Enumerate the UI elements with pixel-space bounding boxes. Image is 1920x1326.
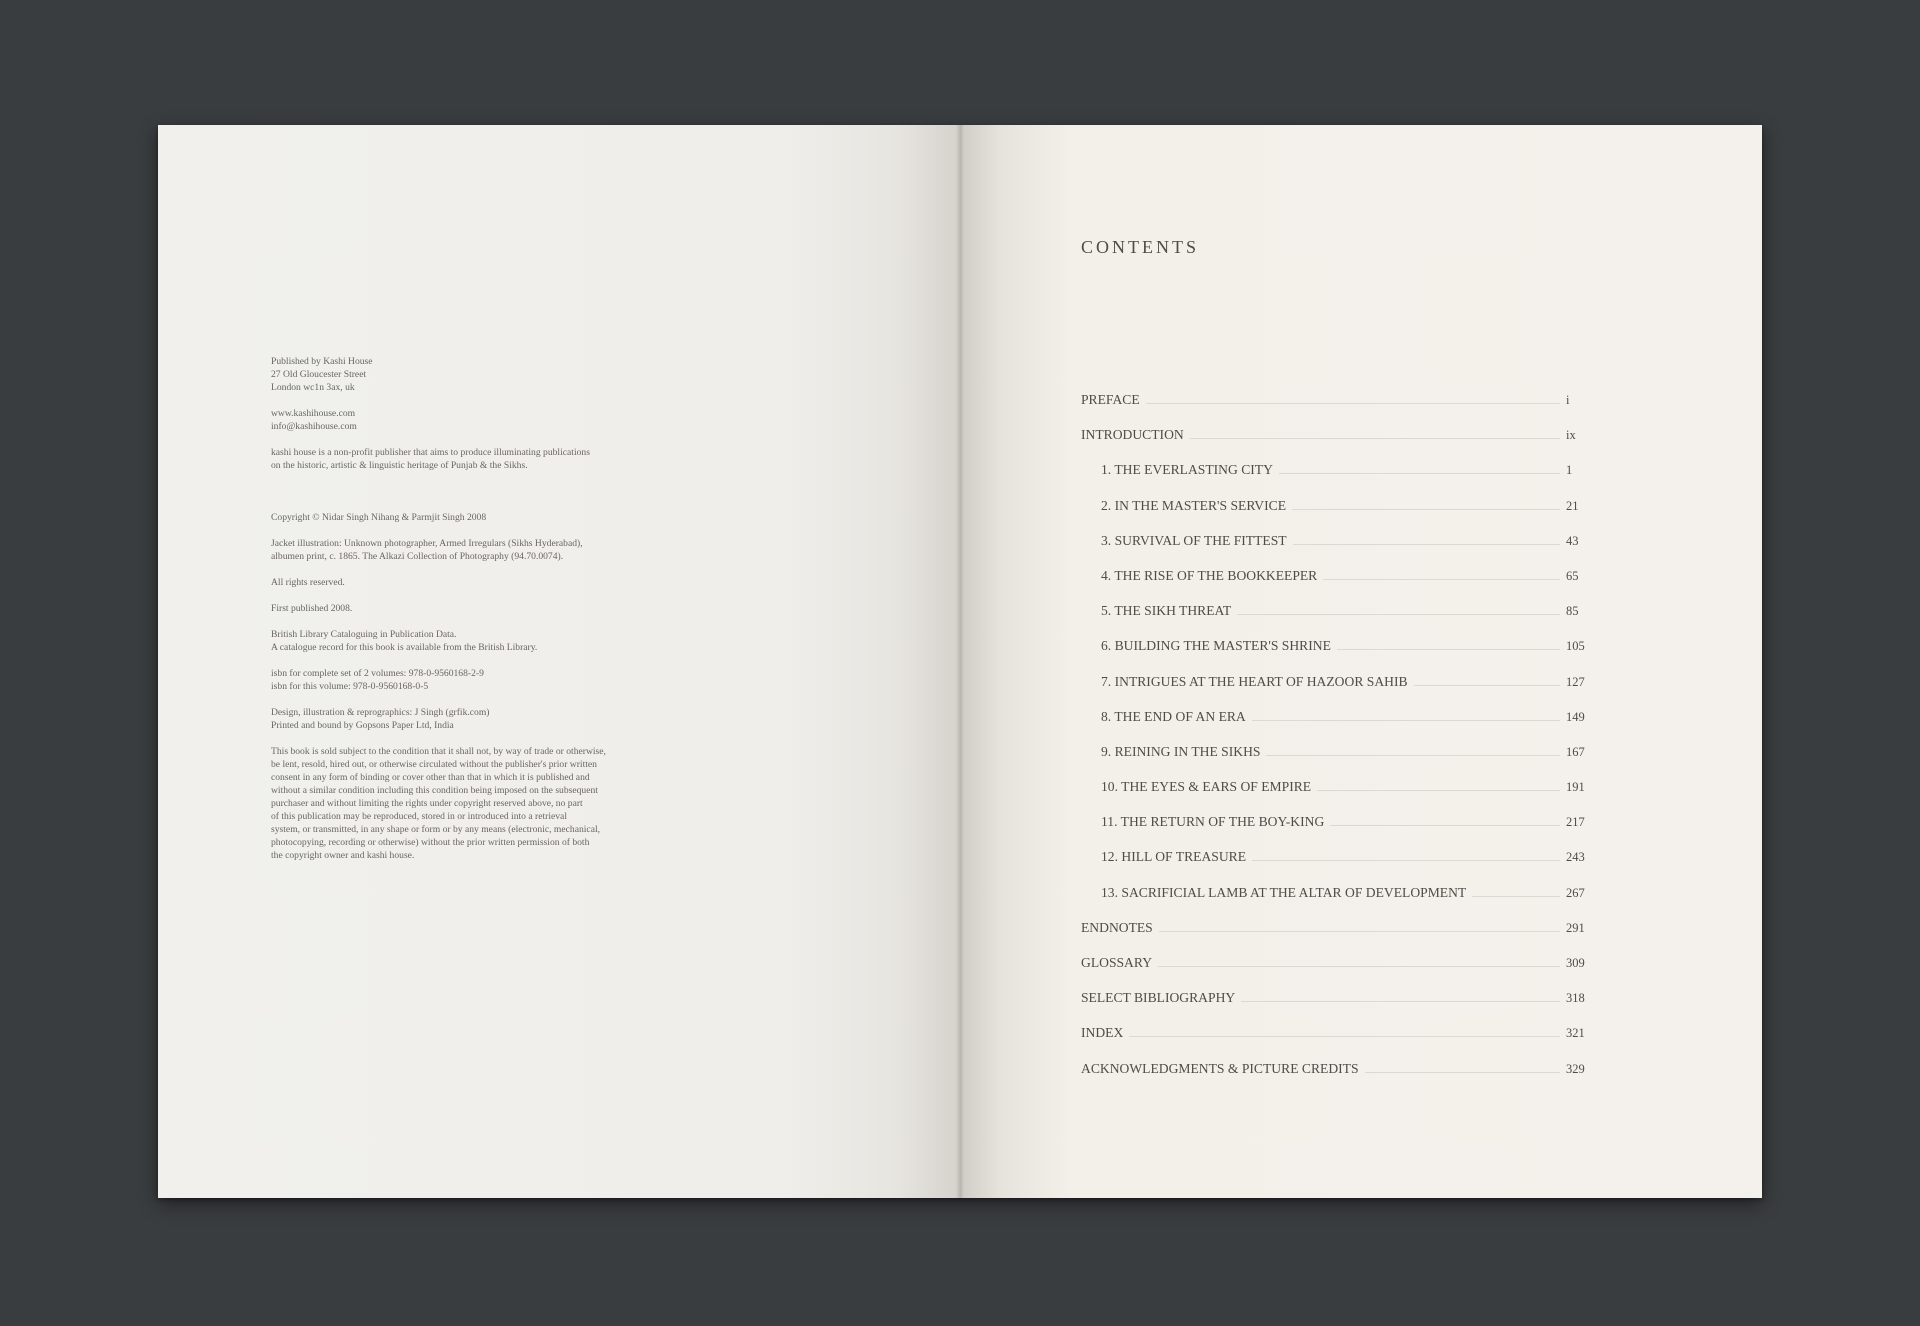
toc-leader-line <box>1317 790 1560 791</box>
toc-entry <box>1081 568 1586 603</box>
publisher-web <box>271 407 651 433</box>
website-text: www.kashihouse.com <box>271 408 356 419</box>
jacket-credit <box>271 537 651 563</box>
imprint-line: consent in any form of binding or cover other than that in which it is published and <box>271 772 590 783</box>
toc-entry <box>1081 462 1586 497</box>
toc-leader-line <box>1414 685 1560 686</box>
imprint-line: without a similar condition including this condition being imposed on the subsequent <box>271 785 598 796</box>
toc-entry <box>1081 498 1586 533</box>
imprint-line: of this publication may be reproduced, stored in or introduced into a retrieval <box>271 811 567 822</box>
imprint-line: be lent, resold, hired out, or otherwise circulated without the publisher's prior written <box>271 759 597 770</box>
imprint-line: A catalogue record for this book is available from the British Library. <box>271 642 538 653</box>
toc-entry-page-number: 85 <box>1566 604 1579 619</box>
toc-entry <box>1081 1025 1586 1060</box>
toc-leader-line <box>1266 755 1560 756</box>
toc-entry-page-number: ix <box>1566 428 1576 443</box>
toc-entry-page-number: 329 <box>1566 1061 1585 1076</box>
toc-leader-line <box>1159 931 1560 932</box>
cataloguing-data <box>271 628 651 654</box>
toc-entry <box>1081 920 1586 955</box>
toc-leader-line <box>1330 825 1560 826</box>
toc-entry-page-number: 43 <box>1566 533 1579 548</box>
publisher-about <box>271 446 651 472</box>
imprint-line: 27 Old Gloucester Street <box>271 369 367 380</box>
toc-entry <box>1081 709 1586 744</box>
toc-leader-line <box>1241 1001 1560 1002</box>
toc-entry <box>1081 638 1586 673</box>
toc-entry-title: 13. SACRIFICIAL LAMB AT THE ALTAR OF DEVELOPMENT <box>1101 884 1467 900</box>
book-gutter <box>956 125 964 1198</box>
toc-entry <box>1081 885 1586 920</box>
toc-leader-line <box>1365 1072 1560 1073</box>
toc-entry-page-number: 65 <box>1566 568 1579 583</box>
toc-entry-page-number: 191 <box>1566 780 1585 795</box>
imprint-line: the copyright owner and kashi house. <box>271 850 415 861</box>
design-credits <box>271 706 651 732</box>
toc-entry <box>1081 674 1586 709</box>
copyright-notice <box>271 511 651 524</box>
toc-entry-page-number: i <box>1566 393 1570 407</box>
toc-entry-page-number: 21 <box>1566 498 1579 513</box>
toc-entry <box>1081 849 1586 884</box>
rights-reserved <box>271 576 651 589</box>
toc-entry-page-number: 1 <box>1566 463 1573 478</box>
toc-entry-page-number: 321 <box>1566 1026 1585 1041</box>
book-spread <box>158 125 1762 1198</box>
toc-entry-page-number: 318 <box>1566 991 1585 1006</box>
toc-leader-line <box>1146 403 1560 404</box>
email-text: info@kashihouse.com <box>271 421 357 432</box>
toc-entry-page-number: 243 <box>1566 850 1585 865</box>
toc-entry <box>1081 533 1586 568</box>
toc-entry-page-number: 105 <box>1566 639 1585 654</box>
left-page <box>158 125 960 1198</box>
toc-entry-title: 5. THE SIKH THREAT <box>1101 603 1232 619</box>
toc-entry-title: GLOSSARY <box>1081 955 1153 970</box>
imprint-line: Printed and bound by Gopsons Paper Ltd, India <box>271 720 454 731</box>
toc-entry <box>1081 1061 1586 1096</box>
publisher-address <box>271 355 651 394</box>
imprint-line: purchaser and without limiting the rights under copyright reserved above, no part <box>271 798 583 809</box>
toc-leader-line <box>1158 966 1560 967</box>
imprint-line: kashi house is a non-profit publisher that aims to produce illuminating publications <box>271 447 590 458</box>
imprint-line: isbn for complete set of 2 volumes: 978-0-9560168-2-9 <box>271 668 484 679</box>
imprint-line: photocopying, recording or otherwise) without the prior written permission of both <box>271 837 590 848</box>
sale-conditions <box>271 745 651 862</box>
toc-entry-title: SELECT BIBLIOGRAPHY <box>1081 990 1236 1006</box>
toc-leader-line <box>1472 896 1560 897</box>
toc-entry-title: ENDNOTES <box>1081 919 1153 935</box>
toc-entry <box>1081 779 1586 814</box>
imprint-line: Published by Kashi House <box>271 356 373 367</box>
toc-entry <box>1081 744 1586 779</box>
imprint-line: isbn for this volume: 978-0-9560168-0-5 <box>271 681 429 692</box>
imprint-block <box>271 355 651 875</box>
toc-entry <box>1081 392 1586 427</box>
toc-entry-title: 11. THE RETURN OF THE BOY-KING <box>1101 814 1325 830</box>
imprint-line: First published 2008. <box>271 603 353 614</box>
toc-entry-title: 9. REINING IN THE SIKHS <box>1101 743 1261 759</box>
toc-entry-title: ACKNOWLEDGMENTS & PICTURE CREDITS <box>1081 1060 1359 1076</box>
toc-entry-page-number: 291 <box>1566 920 1585 935</box>
imprint-line: system, or transmitted, in any shape or form or by any means (electronic, mechanical, <box>271 824 601 835</box>
imprint-line: Copyright © Nidar Singh Nihang & Parmjit Singh 2008 <box>271 512 487 523</box>
toc-entry-title: 6. BUILDING THE MASTER'S SHRINE <box>1101 638 1331 654</box>
toc-entry <box>1081 814 1586 849</box>
isbn-block <box>271 667 651 693</box>
toc-entry-page-number: 309 <box>1566 956 1585 970</box>
table-of-contents <box>1081 392 1586 1096</box>
first-published <box>271 602 651 615</box>
toc-entry <box>1081 955 1586 990</box>
toc-entry-page-number: 127 <box>1566 674 1585 689</box>
toc-leader-line <box>1190 438 1560 439</box>
toc-leader-line <box>1252 720 1560 721</box>
toc-leader-line <box>1279 473 1560 474</box>
imprint-line: British Library Cataloguing in Publication Data. <box>271 629 457 640</box>
right-page <box>960 125 1762 1198</box>
toc-entry-title: 8. THE END OF AN ERA <box>1101 708 1246 724</box>
toc-entry-title: 4. THE RISE OF THE BOOKKEEPER <box>1101 567 1318 583</box>
toc-entry <box>1081 990 1586 1025</box>
imprint-line: on the historic, artistic & linguistic heritage of Punjab & the Sikhs. <box>271 460 528 471</box>
toc-leader-line <box>1252 860 1560 861</box>
toc-entry-title: 3. SURVIVAL OF THE FITTEST <box>1101 532 1287 548</box>
toc-leader-line <box>1129 1036 1560 1037</box>
toc-entry <box>1081 427 1586 462</box>
toc-entry-title: 2. IN THE MASTER'S SERVICE <box>1101 497 1287 513</box>
toc-leader-line <box>1323 579 1560 580</box>
toc-entry-title: 10. THE EYES & EARS OF EMPIRE <box>1101 779 1312 795</box>
toc-entry-title: INTRODUCTION <box>1081 427 1184 443</box>
toc-entry-title: 1. THE EVERLASTING CITY <box>1101 462 1273 478</box>
toc-leader-line <box>1292 509 1560 510</box>
imprint-line: Design, illustration & reprographics: J Singh (grfik.com) <box>271 707 490 718</box>
contents-title: CONTENTS <box>1081 237 1199 257</box>
toc-entry-page-number: 167 <box>1566 744 1585 759</box>
toc-leader-line <box>1337 649 1560 650</box>
toc-leader-line <box>1293 544 1560 545</box>
imprint-line: albumen print, c. 1865. The Alkazi Collection of Photography (94.70.0074). <box>271 551 564 562</box>
imprint-line: This book is sold subject to the condition that it shall not, by way of trade or otherwise, <box>271 746 606 757</box>
toc-entry <box>1081 603 1586 638</box>
toc-entry-title: PREFACE <box>1081 392 1140 407</box>
imprint-line: All rights reserved. <box>271 577 345 588</box>
toc-entry-title: 12. HILL OF TREASURE <box>1101 849 1247 865</box>
imprint-line: Jacket illustration: Unknown photographer, Armed Irregulars (Sikhs Hyderabad), <box>271 538 583 549</box>
toc-entry-title: INDEX <box>1081 1025 1124 1041</box>
toc-entry-page-number: 267 <box>1566 885 1585 900</box>
toc-entry-title: 7. INTRIGUES AT THE HEART OF HAZOOR SAHIB <box>1101 673 1408 689</box>
toc-entry-page-number: 149 <box>1566 709 1585 724</box>
toc-leader-line <box>1237 614 1560 615</box>
toc-entry-page-number: 217 <box>1566 815 1585 830</box>
imprint-line: London wc1n 3ax, uk <box>271 382 355 393</box>
